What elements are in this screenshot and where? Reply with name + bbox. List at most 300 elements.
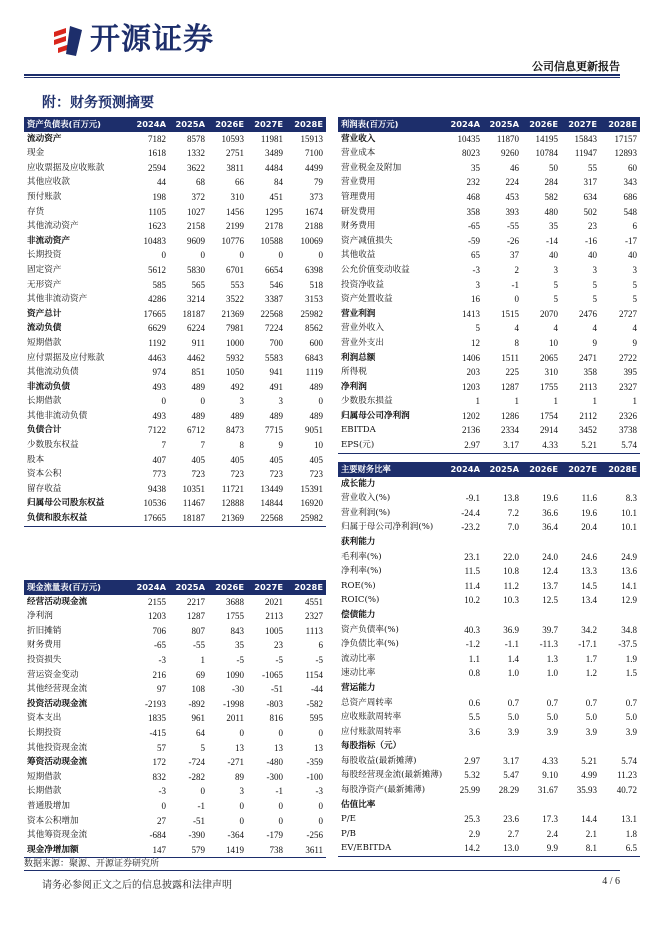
cell-value — [561, 535, 600, 550]
row-label: 非流动负债 — [27, 381, 70, 392]
cell-value — [561, 681, 600, 696]
cell-value: 468 — [466, 191, 480, 202]
column-header: 2024A — [130, 117, 169, 132]
row-label: 应收票据及应收账款 — [27, 162, 105, 173]
cell-value: 1456 — [226, 206, 244, 217]
row-label: 负债合计 — [27, 425, 62, 436]
cell-value: 3 — [592, 264, 597, 275]
cell-value: 2.4 — [546, 828, 558, 839]
row-label: 净负债比率(%) — [341, 639, 399, 650]
cell-value: 0 — [239, 815, 244, 826]
cell-value: 40.3 — [464, 624, 480, 635]
table-row — [24, 263, 326, 278]
cell-value: -724 — [188, 757, 205, 768]
table-row — [338, 841, 640, 856]
cell-value: 2155 — [148, 596, 166, 607]
row-label: 筹资活动现金流 — [27, 757, 88, 768]
row-label: 投资活动现金流 — [27, 698, 88, 709]
cell-value: 35.93 — [576, 785, 597, 796]
cell-value: 451 — [269, 191, 283, 202]
cell-value: 11.4 — [464, 580, 480, 591]
cell-value: 0 — [278, 800, 283, 811]
row-label: 应付票据及应付账款 — [27, 352, 105, 363]
table-row — [338, 637, 640, 652]
table-row — [24, 278, 326, 293]
cell-value: 64 — [196, 727, 205, 738]
cell-value: 4 — [553, 323, 558, 334]
row-label: 无形资产 — [27, 279, 62, 290]
cell-value: 22568 — [260, 308, 283, 319]
cell-value: 50 — [549, 162, 558, 173]
cell-value: 1754 — [540, 410, 558, 421]
cell-value: 10.1 — [621, 522, 637, 533]
cell-value: 225 — [505, 367, 519, 378]
cell-value: 2021 — [265, 596, 283, 607]
cell-value: 489 — [230, 410, 244, 421]
cell-value: 6712 — [187, 425, 205, 436]
cell-value: 0.7 — [507, 697, 519, 708]
cell-value: 489 — [191, 410, 205, 421]
table-row — [338, 175, 640, 190]
cell-value: 5.0 — [546, 712, 558, 723]
table-row — [24, 307, 326, 322]
cell-value: 3522 — [226, 294, 244, 305]
cell-value: 36.9 — [503, 624, 519, 635]
table-row — [338, 263, 640, 278]
section-title: 附：财务预测摘要 — [42, 95, 154, 111]
table-row — [338, 783, 640, 798]
cell-value: 4.33 — [522, 438, 561, 453]
table-row — [24, 595, 326, 610]
cell-value: 17.3 — [542, 814, 558, 825]
cell-value: 2.97 — [464, 755, 480, 766]
row-label: 营业收入 — [341, 133, 376, 144]
cell-value: 600 — [309, 337, 323, 348]
cell-value: 0 — [318, 727, 323, 738]
cell-value: 5.32 — [464, 770, 480, 781]
row-label: 固定资产 — [27, 264, 62, 275]
cell-value: 1.5 — [625, 668, 637, 679]
cell-value: 317 — [583, 177, 597, 188]
cell-value — [483, 681, 522, 696]
cell-value: 8.3 — [625, 493, 637, 504]
cell-value: -65 — [154, 640, 166, 651]
cell-value: 7.2 — [507, 507, 519, 518]
row-label: ROIC(%) — [341, 595, 380, 606]
cell-value: 36.6 — [542, 507, 558, 518]
balance-sheet-table — [24, 117, 326, 527]
cell-value: 6 — [632, 221, 637, 232]
row-label: 每股指标（元） — [341, 741, 402, 752]
cell-value: 723 — [269, 469, 283, 480]
row-label: 其他筹资现金流 — [27, 830, 88, 841]
cell-value: 807 — [191, 625, 205, 636]
cell-value: 11.6 — [581, 493, 597, 504]
cell-value: 216 — [152, 669, 166, 680]
cell-value: 1286 — [501, 410, 519, 421]
cell-value: 203 — [466, 367, 480, 378]
cell-value: 0.7 — [585, 697, 597, 708]
cell-value: 1050 — [226, 367, 244, 378]
cell-value: 18187 — [169, 511, 208, 526]
table-title: 利润表(百万元) — [338, 117, 444, 132]
cell-value: 8578 — [187, 133, 205, 144]
cell-value: 3.17 — [503, 755, 519, 766]
cell-value: -1 — [275, 786, 283, 797]
column-header: 2025A — [169, 117, 208, 132]
income-statement-table — [338, 117, 640, 454]
cell-value: -26 — [507, 235, 519, 246]
cell-value: 738 — [247, 843, 286, 858]
table-row — [338, 219, 640, 234]
cell-value: 23.1 — [464, 551, 480, 562]
table-row — [24, 609, 326, 624]
page-number: 4 / 6 — [602, 876, 620, 887]
cell-value: 6.5 — [600, 841, 640, 856]
cell-value: 15391 — [300, 483, 323, 494]
header-divider-thin — [24, 77, 620, 78]
table-row — [338, 336, 640, 351]
column-header: 2026E — [522, 462, 561, 477]
cell-value: -100 — [306, 771, 323, 782]
row-label: 其他经营现金流 — [27, 684, 88, 695]
cell-value: 480 — [544, 206, 558, 217]
row-label: 营业成本 — [341, 148, 376, 159]
cell-value — [600, 739, 640, 754]
cell-value: 3.9 — [546, 726, 558, 737]
cell-value: -390 — [188, 830, 205, 841]
row-label: 估值比率 — [341, 799, 376, 810]
table-row — [24, 638, 326, 653]
cell-value: 24.6 — [581, 551, 597, 562]
cell-value: 5932 — [226, 352, 244, 363]
row-label: 营业收入(%) — [341, 493, 391, 504]
cell-value: 2136 — [462, 425, 480, 436]
cell-value: 57 — [157, 742, 166, 753]
cell-value — [444, 608, 483, 623]
cell-value: 1005 — [265, 625, 283, 636]
column-header: 2024A — [130, 580, 169, 595]
table-row — [24, 409, 326, 424]
cell-value: 5 — [592, 279, 597, 290]
cell-value: 5 — [475, 323, 480, 334]
cell-value: 5.0 — [625, 712, 637, 723]
row-label: 资本公积增加 — [27, 815, 79, 826]
cell-value: 14195 — [535, 133, 558, 144]
row-label: 投资净收益 — [341, 279, 384, 290]
row-label: 其他应收款 — [27, 177, 70, 188]
row-label: 普通股增加 — [27, 800, 70, 811]
cell-value — [444, 477, 483, 492]
cell-value: 5830 — [187, 264, 205, 275]
row-label: 财务费用 — [341, 221, 376, 232]
cell-value: -359 — [306, 757, 323, 768]
cell-value: 14.1 — [621, 580, 637, 591]
table-row — [338, 812, 640, 827]
cell-value: 14.2 — [444, 841, 483, 856]
row-label: 资本支出 — [27, 713, 62, 724]
cell-value: 489 — [191, 381, 205, 392]
table-title: 现金流量表(百万元) — [24, 580, 130, 595]
cell-value: 2065 — [540, 352, 558, 363]
cell-value: 0.8 — [468, 668, 480, 679]
row-label: 获利能力 — [341, 536, 376, 547]
row-label: 预付账款 — [27, 191, 62, 202]
cell-value: 16920 — [300, 498, 323, 509]
cell-value: 4462 — [187, 352, 205, 363]
cell-value: 579 — [169, 843, 208, 858]
row-label: 投资损失 — [27, 654, 62, 665]
cell-value: 634 — [583, 191, 597, 202]
cell-value: 2.9 — [468, 828, 480, 839]
cell-value: 3 — [475, 279, 480, 290]
cell-value: 502 — [583, 206, 597, 217]
cell-value: 1.4 — [507, 653, 519, 664]
table-row — [24, 219, 326, 234]
cell-value: 7981 — [226, 323, 244, 334]
table-row — [24, 205, 326, 220]
cell-value: -24.4 — [461, 507, 480, 518]
cell-value: 723 — [309, 469, 323, 480]
cell-value: 1755 — [540, 381, 558, 392]
cell-value: 489 — [309, 410, 323, 421]
cell-value: 10069 — [300, 235, 323, 246]
cell-value — [561, 477, 600, 492]
column-header: 2026E — [522, 117, 561, 132]
cell-value: 34.2 — [581, 624, 597, 635]
cell-value: 2199 — [226, 221, 244, 232]
cell-value: 4286 — [148, 294, 166, 305]
cell-value: 489 — [309, 381, 323, 392]
cell-value: -300 — [266, 771, 283, 782]
column-header: 2028E — [600, 117, 640, 132]
cell-value: 310 — [230, 191, 244, 202]
cell-value: 12 — [471, 337, 480, 348]
cell-value: 0 — [278, 727, 283, 738]
cell-value: 17665 — [143, 308, 166, 319]
cell-value: 553 — [230, 279, 244, 290]
cell-value: 198 — [152, 191, 166, 202]
cell-value — [600, 608, 640, 623]
cell-value: 3452 — [579, 425, 597, 436]
cell-value: 1618 — [148, 148, 166, 159]
cell-value: 3 — [239, 396, 244, 407]
cell-value: 3.9 — [585, 726, 597, 737]
cell-value: 35 — [471, 162, 480, 173]
cell-value — [522, 535, 561, 550]
cell-value: 961 — [191, 713, 205, 724]
cell-value: 89 — [235, 771, 244, 782]
cell-value: 2158 — [187, 221, 205, 232]
cell-value: 1154 — [305, 669, 323, 680]
cell-value: 97 — [157, 684, 166, 695]
cell-value: 8562 — [305, 323, 323, 334]
cell-value: 7715 — [265, 425, 283, 436]
cell-value — [483, 739, 522, 754]
cell-value: 0 — [239, 250, 244, 261]
cell-value: 0 — [200, 786, 205, 797]
table-row — [24, 380, 326, 395]
cell-value: 2.1 — [585, 828, 597, 839]
cell-value: 69 — [196, 669, 205, 680]
cell-value: 9260 — [501, 148, 519, 159]
column-header: 2025A — [169, 580, 208, 595]
cell-value: 3.9 — [507, 726, 519, 737]
table-header-row — [338, 462, 640, 477]
cell-value: -44 — [311, 684, 323, 695]
cell-value: 5583 — [265, 352, 283, 363]
cell-value: 372 — [191, 191, 205, 202]
table-row — [24, 697, 326, 712]
row-label: 流动负债 — [27, 323, 62, 334]
cell-value: 15843 — [574, 133, 597, 144]
cell-value: 12.9 — [621, 595, 637, 606]
cell-value: 2727 — [619, 308, 637, 319]
cell-value: 25982 — [286, 511, 326, 526]
table-row — [24, 682, 326, 697]
table-row — [24, 784, 326, 799]
row-label: P/E — [341, 814, 356, 825]
page-header — [0, 0, 662, 82]
cell-value: 65 — [471, 250, 480, 261]
cell-value: 1674 — [305, 206, 323, 217]
cell-value: 358 — [583, 367, 597, 378]
table-row — [24, 146, 326, 161]
cell-value: 723 — [191, 469, 205, 480]
table-row — [24, 711, 326, 726]
cell-value: 25.3 — [464, 814, 480, 825]
cell-value: 7122 — [148, 425, 166, 436]
row-label: 其他流动资产 — [27, 221, 79, 232]
cell-value — [483, 608, 522, 623]
cell-value: 11.23 — [617, 770, 637, 781]
cell-value: 36.4 — [542, 522, 558, 533]
cell-value: 518 — [309, 279, 323, 290]
cell-value: 0 — [161, 396, 166, 407]
cell-value — [483, 535, 522, 550]
cell-value: 1.9 — [625, 653, 637, 664]
cell-value: 911 — [191, 337, 205, 348]
cell-value: 284 — [544, 177, 558, 188]
cell-value: 25.99 — [459, 785, 480, 796]
row-label: 利润总额 — [341, 352, 376, 363]
financial-ratios-table — [338, 462, 640, 857]
cell-value: 6701 — [226, 264, 244, 275]
cell-value: 10593 — [221, 133, 244, 144]
cell-value: -17 — [625, 235, 637, 246]
cell-value: 2326 — [619, 410, 637, 421]
table-title: 主要财务比率 — [338, 462, 444, 477]
cell-value: 6654 — [265, 264, 283, 275]
cell-value: 4.33 — [542, 755, 558, 766]
header-divider — [24, 74, 620, 76]
cell-value: 5.74 — [600, 438, 640, 453]
cell-value: 10.8 — [503, 566, 519, 577]
cell-value — [483, 798, 522, 813]
cash-flow-table — [24, 580, 326, 858]
cell-value: 0 — [239, 727, 244, 738]
table-row — [24, 482, 326, 497]
cell-value: 3622 — [187, 162, 205, 173]
cell-value: 2327 — [305, 611, 323, 622]
cell-value: 13.3 — [581, 566, 597, 577]
cell-value: 548 — [623, 206, 637, 217]
cell-value: 393 — [505, 206, 519, 217]
table-row — [24, 321, 326, 336]
cell-value: -3 — [315, 786, 323, 797]
cell-value: 28.29 — [498, 785, 519, 796]
row-label: 净利率(%) — [341, 566, 382, 577]
cell-value: 6629 — [148, 323, 166, 334]
cell-value: 546 — [269, 279, 283, 290]
row-label: 归属母公司净利润 — [341, 410, 410, 421]
footer-divider — [24, 870, 620, 871]
row-label: 股本 — [27, 454, 45, 465]
cell-value: 3738 — [619, 425, 637, 436]
row-label: 速动比率 — [341, 668, 376, 679]
cell-value: 224 — [505, 177, 519, 188]
cell-value — [600, 477, 640, 492]
table-row — [338, 365, 640, 380]
cell-value: -3 — [472, 264, 480, 275]
row-label: 流动比率 — [341, 653, 376, 664]
footer-disclaimer: 请务必参阅正文之后的信息披露和法律声明 — [42, 880, 232, 891]
cell-value: 1287 — [187, 611, 205, 622]
cell-value: 405 — [191, 454, 205, 465]
cell-value: 22568 — [247, 511, 286, 526]
row-label: 所得税 — [341, 367, 367, 378]
cell-value: 773 — [152, 469, 166, 480]
cell-value: 2188 — [305, 221, 323, 232]
cell-value: 2334 — [501, 425, 519, 436]
cell-value: 8 — [514, 337, 519, 348]
row-label: 其他收益 — [341, 250, 376, 261]
cell-value: 14.5 — [581, 580, 597, 591]
table-row — [338, 652, 640, 667]
cell-value: 46 — [510, 162, 519, 173]
cell-value: -16 — [585, 235, 597, 246]
cell-value: -65 — [468, 221, 480, 232]
table-row — [338, 423, 640, 438]
cell-value: -803 — [266, 698, 283, 709]
cell-value: 24.0 — [542, 551, 558, 562]
cell-value: 31.67 — [537, 785, 558, 796]
row-label: 长期投资 — [27, 727, 62, 738]
column-header: 2025A — [483, 117, 522, 132]
cell-value: 1406 — [462, 352, 480, 363]
cell-value: 974 — [152, 367, 166, 378]
cell-value: 4 — [592, 323, 597, 334]
cell-value: 565 — [191, 279, 205, 290]
cell-value: 5 — [553, 279, 558, 290]
cell-value: 9 — [592, 337, 597, 348]
cell-value — [444, 798, 483, 813]
cell-value: 5.0 — [507, 712, 519, 723]
cell-value: 1515 — [501, 308, 519, 319]
row-label: 其他投资现金流 — [27, 742, 88, 753]
logo-mark-icon — [52, 24, 86, 58]
cell-value: 0 — [514, 294, 519, 305]
cell-value: -51 — [193, 815, 205, 826]
cell-value: 5 — [632, 279, 637, 290]
cell-value: 1287 — [501, 381, 519, 392]
cell-value: 1755 — [226, 611, 244, 622]
cell-value: 1.1 — [468, 653, 480, 664]
cell-value: 941 — [269, 367, 283, 378]
cell-value: 1119 — [305, 367, 323, 378]
cell-value: -37.5 — [618, 639, 637, 650]
row-label: 应付账款周转率 — [341, 726, 402, 737]
